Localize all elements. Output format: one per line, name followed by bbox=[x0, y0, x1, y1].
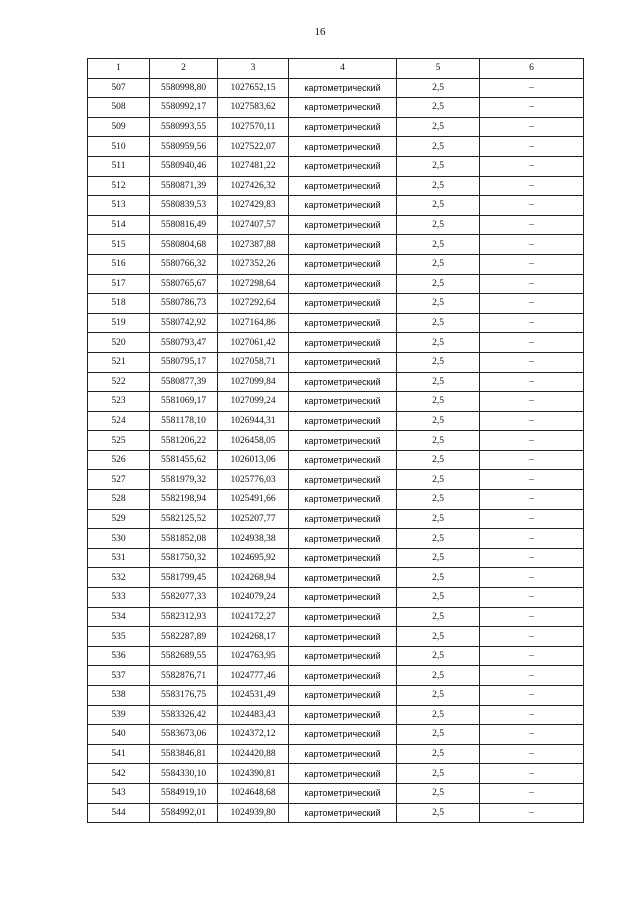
method-cell: картометрический bbox=[289, 588, 397, 608]
table-row bbox=[88, 646, 584, 666]
accuracy-cell: 2,5 bbox=[397, 98, 480, 118]
y-coordinate-cell: 1027099,84 bbox=[218, 372, 289, 392]
accuracy-cell: 2,5 bbox=[397, 705, 480, 725]
accuracy-cell: 2,5 bbox=[397, 294, 480, 314]
y-coordinate-cell: 1027352,26 bbox=[218, 254, 289, 274]
note-cell: – bbox=[480, 156, 584, 176]
note-cell: – bbox=[480, 627, 584, 647]
y-coordinate-cell: 1027570,11 bbox=[218, 117, 289, 137]
note-cell: – bbox=[480, 411, 584, 431]
note-cell: – bbox=[480, 646, 584, 666]
note-cell: – bbox=[480, 392, 584, 412]
x-coordinate-cell: 5580998,80 bbox=[150, 78, 218, 98]
note-cell: – bbox=[480, 352, 584, 372]
method-cell: картометрический bbox=[289, 470, 397, 490]
accuracy-cell: 2,5 bbox=[397, 686, 480, 706]
y-coordinate-cell: 1027164,86 bbox=[218, 313, 289, 333]
table-row bbox=[88, 607, 584, 627]
method-cell: картометрический bbox=[289, 392, 397, 412]
accuracy-cell: 2,5 bbox=[397, 588, 480, 608]
accuracy-cell: 2,5 bbox=[397, 450, 480, 470]
x-coordinate-cell: 5581178,10 bbox=[150, 411, 218, 431]
method-cell: картометрический bbox=[289, 333, 397, 353]
x-coordinate-cell: 5580839,53 bbox=[150, 196, 218, 216]
table-row bbox=[88, 352, 584, 372]
note-cell: – bbox=[480, 333, 584, 353]
accuracy-cell: 2,5 bbox=[397, 235, 480, 255]
point-number-cell: 536 bbox=[88, 646, 150, 666]
note-cell: – bbox=[480, 666, 584, 686]
x-coordinate-cell: 5583673,06 bbox=[150, 725, 218, 745]
y-coordinate-cell: 1024763,95 bbox=[218, 646, 289, 666]
note-cell: – bbox=[480, 490, 584, 510]
x-coordinate-cell: 5582287,89 bbox=[150, 627, 218, 647]
note-cell: – bbox=[480, 470, 584, 490]
point-number-cell: 541 bbox=[88, 744, 150, 764]
y-coordinate-cell: 1024172,27 bbox=[218, 607, 289, 627]
x-coordinate-cell: 5580793,47 bbox=[150, 333, 218, 353]
accuracy-cell: 2,5 bbox=[397, 137, 480, 157]
x-coordinate-cell: 5580786,73 bbox=[150, 294, 218, 314]
table-row bbox=[88, 568, 584, 588]
accuracy-cell: 2,5 bbox=[397, 646, 480, 666]
point-number-cell: 518 bbox=[88, 294, 150, 314]
accuracy-cell: 2,5 bbox=[397, 627, 480, 647]
y-coordinate-cell: 1025491,66 bbox=[218, 490, 289, 510]
table-row bbox=[88, 156, 584, 176]
note-cell: – bbox=[480, 313, 584, 333]
point-number-cell: 530 bbox=[88, 529, 150, 549]
y-coordinate-cell: 1027061,42 bbox=[218, 333, 289, 353]
table-row bbox=[88, 372, 584, 392]
note-cell: – bbox=[480, 235, 584, 255]
note-cell: – bbox=[480, 137, 584, 157]
method-cell: картометрический bbox=[289, 607, 397, 627]
accuracy-cell: 2,5 bbox=[397, 509, 480, 529]
x-coordinate-cell: 5580959,56 bbox=[150, 137, 218, 157]
accuracy-cell: 2,5 bbox=[397, 744, 480, 764]
y-coordinate-cell: 1026944,31 bbox=[218, 411, 289, 431]
table-row bbox=[88, 294, 584, 314]
point-number-cell: 528 bbox=[88, 490, 150, 510]
y-coordinate-cell: 1027058,71 bbox=[218, 352, 289, 372]
column-header: 2 bbox=[150, 59, 218, 79]
table-row bbox=[88, 686, 584, 706]
table-row bbox=[88, 764, 584, 784]
method-cell: картометрический bbox=[289, 725, 397, 745]
point-number-cell: 507 bbox=[88, 78, 150, 98]
method-cell: картометрический bbox=[289, 372, 397, 392]
point-number-cell: 544 bbox=[88, 803, 150, 823]
accuracy-cell: 2,5 bbox=[397, 607, 480, 627]
table-row bbox=[88, 548, 584, 568]
method-cell: картометрический bbox=[289, 196, 397, 216]
method-cell: картометрический bbox=[289, 783, 397, 803]
note-cell: – bbox=[480, 529, 584, 549]
note-cell: – bbox=[480, 176, 584, 196]
x-coordinate-cell: 5582876,71 bbox=[150, 666, 218, 686]
table-row bbox=[88, 78, 584, 98]
x-coordinate-cell: 5580765,67 bbox=[150, 274, 218, 294]
point-number-cell: 513 bbox=[88, 196, 150, 216]
y-coordinate-cell: 1024390,81 bbox=[218, 764, 289, 784]
table-row bbox=[88, 274, 584, 294]
x-coordinate-cell: 5581750,32 bbox=[150, 548, 218, 568]
note-cell: – bbox=[480, 215, 584, 235]
point-number-cell: 511 bbox=[88, 156, 150, 176]
coordinates-table bbox=[87, 58, 584, 823]
y-coordinate-cell: 1026013,06 bbox=[218, 450, 289, 470]
accuracy-cell: 2,5 bbox=[397, 568, 480, 588]
note-cell: – bbox=[480, 372, 584, 392]
table-row bbox=[88, 176, 584, 196]
accuracy-cell: 2,5 bbox=[397, 117, 480, 137]
x-coordinate-cell: 5580992,17 bbox=[150, 98, 218, 118]
table-row bbox=[88, 137, 584, 157]
accuracy-cell: 2,5 bbox=[397, 156, 480, 176]
table-row bbox=[88, 117, 584, 137]
method-cell: картометрический bbox=[289, 450, 397, 470]
accuracy-cell: 2,5 bbox=[397, 431, 480, 451]
point-number-cell: 519 bbox=[88, 313, 150, 333]
method-cell: картометрический bbox=[289, 548, 397, 568]
table-row bbox=[88, 666, 584, 686]
accuracy-cell: 2,5 bbox=[397, 78, 480, 98]
accuracy-cell: 2,5 bbox=[397, 490, 480, 510]
point-number-cell: 516 bbox=[88, 254, 150, 274]
note-cell: – bbox=[480, 117, 584, 137]
note-cell: – bbox=[480, 764, 584, 784]
note-cell: – bbox=[480, 196, 584, 216]
accuracy-cell: 2,5 bbox=[397, 215, 480, 235]
table-row bbox=[88, 588, 584, 608]
point-number-cell: 524 bbox=[88, 411, 150, 431]
y-coordinate-cell: 1027583,62 bbox=[218, 98, 289, 118]
x-coordinate-cell: 5582198,94 bbox=[150, 490, 218, 510]
accuracy-cell: 2,5 bbox=[397, 274, 480, 294]
method-cell: картометрический bbox=[289, 274, 397, 294]
x-coordinate-cell: 5582689,55 bbox=[150, 646, 218, 666]
y-coordinate-cell: 1024483,43 bbox=[218, 705, 289, 725]
point-number-cell: 523 bbox=[88, 392, 150, 412]
point-number-cell: 515 bbox=[88, 235, 150, 255]
table-row bbox=[88, 627, 584, 647]
method-cell: картометрический bbox=[289, 568, 397, 588]
table-row bbox=[88, 431, 584, 451]
method-cell: картометрический bbox=[289, 215, 397, 235]
y-coordinate-cell: 1027407,57 bbox=[218, 215, 289, 235]
point-number-cell: 534 bbox=[88, 607, 150, 627]
point-number-cell: 514 bbox=[88, 215, 150, 235]
column-header: 1 bbox=[88, 59, 150, 79]
note-cell: – bbox=[480, 803, 584, 823]
x-coordinate-cell: 5583326,42 bbox=[150, 705, 218, 725]
point-number-cell: 522 bbox=[88, 372, 150, 392]
note-cell: – bbox=[480, 686, 584, 706]
accuracy-cell: 2,5 bbox=[397, 392, 480, 412]
table-row bbox=[88, 705, 584, 725]
method-cell: картометрический bbox=[289, 705, 397, 725]
accuracy-cell: 2,5 bbox=[397, 352, 480, 372]
method-cell: картометрический bbox=[289, 764, 397, 784]
y-coordinate-cell: 1024939,80 bbox=[218, 803, 289, 823]
method-cell: картометрический bbox=[289, 686, 397, 706]
y-coordinate-cell: 1024268,17 bbox=[218, 627, 289, 647]
y-coordinate-cell: 1027292,64 bbox=[218, 294, 289, 314]
method-cell: картометрический bbox=[289, 78, 397, 98]
x-coordinate-cell: 5580766,32 bbox=[150, 254, 218, 274]
y-coordinate-cell: 1024420,88 bbox=[218, 744, 289, 764]
x-coordinate-cell: 5580804,68 bbox=[150, 235, 218, 255]
accuracy-cell: 2,5 bbox=[397, 783, 480, 803]
y-coordinate-cell: 1024372,12 bbox=[218, 725, 289, 745]
table-row bbox=[88, 392, 584, 412]
point-number-cell: 529 bbox=[88, 509, 150, 529]
table-row bbox=[88, 333, 584, 353]
note-cell: – bbox=[480, 294, 584, 314]
accuracy-cell: 2,5 bbox=[397, 548, 480, 568]
note-cell: – bbox=[480, 705, 584, 725]
note-cell: – bbox=[480, 607, 584, 627]
point-number-cell: 510 bbox=[88, 137, 150, 157]
point-number-cell: 509 bbox=[88, 117, 150, 137]
method-cell: картометрический bbox=[289, 235, 397, 255]
x-coordinate-cell: 5580742,92 bbox=[150, 313, 218, 333]
point-number-cell: 540 bbox=[88, 725, 150, 745]
table-row bbox=[88, 725, 584, 745]
table-row bbox=[88, 450, 584, 470]
table-row bbox=[88, 215, 584, 235]
method-cell: картометрический bbox=[289, 294, 397, 314]
x-coordinate-cell: 5582077,33 bbox=[150, 588, 218, 608]
column-header: 4 bbox=[289, 59, 397, 79]
note-cell: – bbox=[480, 568, 584, 588]
method-cell: картометрический bbox=[289, 352, 397, 372]
y-coordinate-cell: 1027298,64 bbox=[218, 274, 289, 294]
table-body bbox=[88, 78, 584, 823]
y-coordinate-cell: 1024268,94 bbox=[218, 568, 289, 588]
point-number-cell: 533 bbox=[88, 588, 150, 608]
point-number-cell: 537 bbox=[88, 666, 150, 686]
y-coordinate-cell: 1024938,38 bbox=[218, 529, 289, 549]
x-coordinate-cell: 5581799,45 bbox=[150, 568, 218, 588]
note-cell: – bbox=[480, 588, 584, 608]
accuracy-cell: 2,5 bbox=[397, 254, 480, 274]
point-number-cell: 532 bbox=[88, 568, 150, 588]
x-coordinate-cell: 5580993,55 bbox=[150, 117, 218, 137]
table-row bbox=[88, 744, 584, 764]
table-row bbox=[88, 470, 584, 490]
accuracy-cell: 2,5 bbox=[397, 176, 480, 196]
x-coordinate-cell: 5584330,10 bbox=[150, 764, 218, 784]
table-row bbox=[88, 98, 584, 118]
x-coordinate-cell: 5583176,75 bbox=[150, 686, 218, 706]
accuracy-cell: 2,5 bbox=[397, 803, 480, 823]
method-cell: картометрический bbox=[289, 803, 397, 823]
x-coordinate-cell: 5581206,22 bbox=[150, 431, 218, 451]
method-cell: картометрический bbox=[289, 627, 397, 647]
method-cell: картометрический bbox=[289, 431, 397, 451]
y-coordinate-cell: 1027387,88 bbox=[218, 235, 289, 255]
x-coordinate-cell: 5581455,62 bbox=[150, 450, 218, 470]
point-number-cell: 517 bbox=[88, 274, 150, 294]
method-cell: картометрический bbox=[289, 646, 397, 666]
point-number-cell: 521 bbox=[88, 352, 150, 372]
y-coordinate-cell: 1027426,32 bbox=[218, 176, 289, 196]
note-cell: – bbox=[480, 450, 584, 470]
x-coordinate-cell: 5582312,93 bbox=[150, 607, 218, 627]
point-number-cell: 539 bbox=[88, 705, 150, 725]
method-cell: картометрический bbox=[289, 509, 397, 529]
method-cell: картометрический bbox=[289, 156, 397, 176]
table-row bbox=[88, 313, 584, 333]
accuracy-cell: 2,5 bbox=[397, 372, 480, 392]
y-coordinate-cell: 1026458,05 bbox=[218, 431, 289, 451]
accuracy-cell: 2,5 bbox=[397, 196, 480, 216]
point-number-cell: 520 bbox=[88, 333, 150, 353]
column-header: 5 bbox=[397, 59, 480, 79]
method-cell: картометрический bbox=[289, 411, 397, 431]
table-row bbox=[88, 783, 584, 803]
accuracy-cell: 2,5 bbox=[397, 725, 480, 745]
point-number-cell: 538 bbox=[88, 686, 150, 706]
method-cell: картометрический bbox=[289, 117, 397, 137]
note-cell: – bbox=[480, 509, 584, 529]
y-coordinate-cell: 1027481,22 bbox=[218, 156, 289, 176]
x-coordinate-cell: 5582125,52 bbox=[150, 509, 218, 529]
y-coordinate-cell: 1027099,24 bbox=[218, 392, 289, 412]
accuracy-cell: 2,5 bbox=[397, 764, 480, 784]
note-cell: – bbox=[480, 98, 584, 118]
method-cell: картометрический bbox=[289, 490, 397, 510]
note-cell: – bbox=[480, 431, 584, 451]
y-coordinate-cell: 1024531,49 bbox=[218, 686, 289, 706]
point-number-cell: 535 bbox=[88, 627, 150, 647]
table-row bbox=[88, 490, 584, 510]
table-header-row bbox=[88, 59, 584, 79]
column-header: 3 bbox=[218, 59, 289, 79]
y-coordinate-cell: 1025776,03 bbox=[218, 470, 289, 490]
x-coordinate-cell: 5584992,01 bbox=[150, 803, 218, 823]
x-coordinate-cell: 5581069,17 bbox=[150, 392, 218, 412]
table-row bbox=[88, 254, 584, 274]
note-cell: – bbox=[480, 548, 584, 568]
accuracy-cell: 2,5 bbox=[397, 411, 480, 431]
y-coordinate-cell: 1025207,77 bbox=[218, 509, 289, 529]
x-coordinate-cell: 5580877,39 bbox=[150, 372, 218, 392]
point-number-cell: 527 bbox=[88, 470, 150, 490]
x-coordinate-cell: 5580816,49 bbox=[150, 215, 218, 235]
method-cell: картометрический bbox=[289, 98, 397, 118]
y-coordinate-cell: 1027652,15 bbox=[218, 78, 289, 98]
column-header: 6 bbox=[480, 59, 584, 79]
point-number-cell: 512 bbox=[88, 176, 150, 196]
point-number-cell: 543 bbox=[88, 783, 150, 803]
method-cell: картометрический bbox=[289, 313, 397, 333]
x-coordinate-cell: 5583846,81 bbox=[150, 744, 218, 764]
note-cell: – bbox=[480, 783, 584, 803]
method-cell: картометрический bbox=[289, 137, 397, 157]
y-coordinate-cell: 1027522,07 bbox=[218, 137, 289, 157]
point-number-cell: 526 bbox=[88, 450, 150, 470]
point-number-cell: 531 bbox=[88, 548, 150, 568]
table-row bbox=[88, 411, 584, 431]
y-coordinate-cell: 1024079,24 bbox=[218, 588, 289, 608]
x-coordinate-cell: 5580940,46 bbox=[150, 156, 218, 176]
note-cell: – bbox=[480, 744, 584, 764]
x-coordinate-cell: 5580871,39 bbox=[150, 176, 218, 196]
point-number-cell: 508 bbox=[88, 98, 150, 118]
table-row bbox=[88, 235, 584, 255]
x-coordinate-cell: 5580795,17 bbox=[150, 352, 218, 372]
table-row bbox=[88, 803, 584, 823]
method-cell: картометрический bbox=[289, 744, 397, 764]
x-coordinate-cell: 5581979,32 bbox=[150, 470, 218, 490]
note-cell: – bbox=[480, 254, 584, 274]
point-number-cell: 525 bbox=[88, 431, 150, 451]
note-cell: – bbox=[480, 725, 584, 745]
method-cell: картометрический bbox=[289, 176, 397, 196]
method-cell: картометрический bbox=[289, 254, 397, 274]
table-row bbox=[88, 196, 584, 216]
accuracy-cell: 2,5 bbox=[397, 470, 480, 490]
note-cell: – bbox=[480, 78, 584, 98]
y-coordinate-cell: 1024648,68 bbox=[218, 783, 289, 803]
point-number-cell: 542 bbox=[88, 764, 150, 784]
accuracy-cell: 2,5 bbox=[397, 529, 480, 549]
y-coordinate-cell: 1027429,83 bbox=[218, 196, 289, 216]
accuracy-cell: 2,5 bbox=[397, 333, 480, 353]
accuracy-cell: 2,5 bbox=[397, 666, 480, 686]
note-cell: – bbox=[480, 274, 584, 294]
accuracy-cell: 2,5 bbox=[397, 313, 480, 333]
page-number: 16 bbox=[314, 26, 326, 38]
x-coordinate-cell: 5584919,10 bbox=[150, 783, 218, 803]
method-cell: картометрический bbox=[289, 529, 397, 549]
y-coordinate-cell: 1024695,92 bbox=[218, 548, 289, 568]
method-cell: картометрический bbox=[289, 666, 397, 686]
x-coordinate-cell: 5581852,08 bbox=[150, 529, 218, 549]
table-row bbox=[88, 509, 584, 529]
table-row bbox=[88, 529, 584, 549]
y-coordinate-cell: 1024777,46 bbox=[218, 666, 289, 686]
